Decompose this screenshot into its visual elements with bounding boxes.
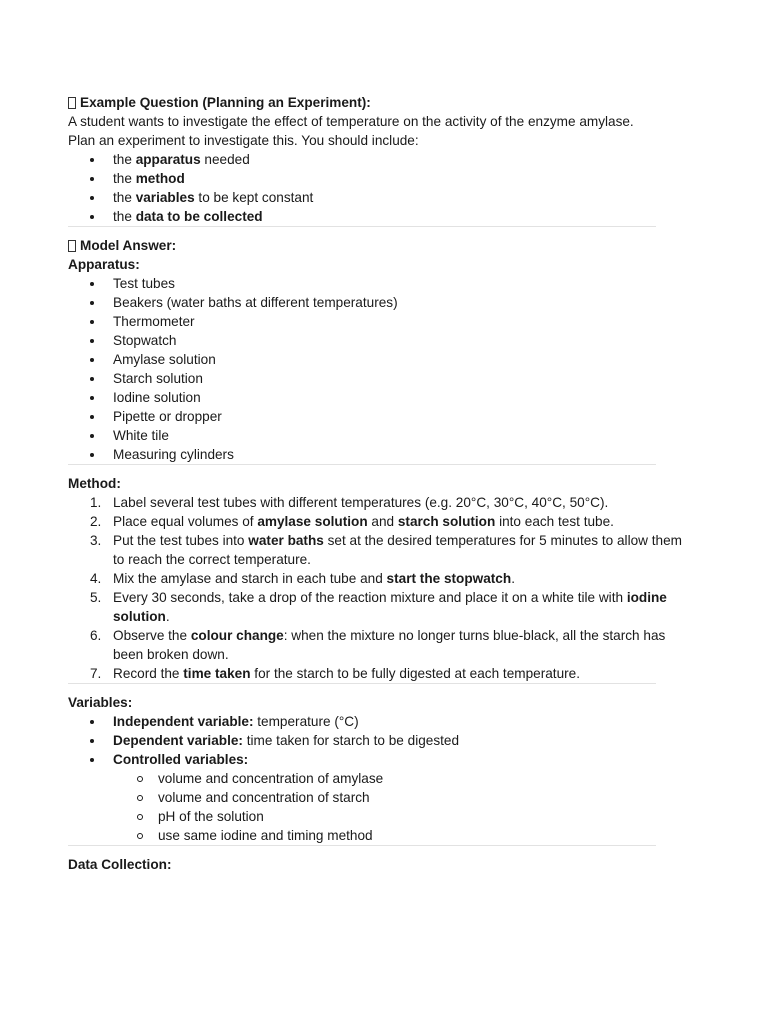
question-intro-line-2: Plan an experiment to investigate this. You should include: — [68, 133, 419, 148]
list-item: Independent variable: temperature (°C) — [68, 712, 708, 731]
variables-heading: Variables: — [68, 695, 133, 710]
list-item: Iodine solution — [68, 388, 708, 407]
list-item: White tile — [68, 426, 708, 445]
list-item: Pipette or dropper — [68, 407, 708, 426]
controlled-variables-list — [68, 769, 708, 845]
list-item: the method — [68, 169, 708, 188]
list-item: 6. Observe the colour change: when the mixture no longer turns blue-black, all the starch has been broken down. — [90, 628, 666, 662]
apparatus-heading: Apparatus: — [68, 257, 140, 272]
question-intro-line-1: A student wants to investigate the effect of temperature on the activity of the enzyme amylase. — [68, 114, 634, 129]
missing-glyph-icon — [68, 240, 76, 252]
variables-list — [68, 712, 708, 769]
list-item: the data to be collected — [68, 207, 708, 226]
list-item: the variables to be kept constant — [68, 188, 708, 207]
list-item: Controlled variables: — [68, 750, 708, 769]
list-item: Thermometer — [68, 312, 708, 331]
list-item: 5. Every 30 seconds, take a drop of the reaction mixture and place it on a white tile with iodine solution. — [90, 590, 667, 624]
method-heading: Method: — [68, 476, 121, 491]
list-item: the apparatus needed — [68, 150, 708, 169]
question-heading — [68, 93, 708, 112]
model-answer-heading-text: Model Answer: — [80, 238, 177, 253]
question-heading-text: Example Question (Planning an Experiment): — [80, 95, 371, 110]
list-item: 3. Put the test tubes into water baths set at the desired temperatures for 5 minutes to allow them to reach the correct temperature. — [90, 533, 682, 567]
list-item: 1. Label several test tubes with different temperatures (e.g. 20°C, 30°C, 40°C, 50°C). — [90, 495, 609, 510]
apparatus-list — [68, 274, 708, 464]
model-answer-heading — [68, 236, 708, 255]
list-item: Dependent variable: time taken for starch to be digested — [68, 731, 708, 750]
list-item: Amylase solution — [68, 350, 708, 369]
list-item: pH of the solution — [68, 807, 708, 826]
data-collection-heading: Data Collection: — [68, 857, 172, 872]
method-steps-list — [68, 493, 708, 683]
list-item: volume and concentration of amylase — [68, 769, 708, 788]
document-content — [68, 93, 708, 874]
list-item: Beakers (water baths at different temperatures) — [68, 293, 708, 312]
list-item: volume and concentration of starch — [68, 788, 708, 807]
list-item: use same iodine and timing method — [68, 826, 708, 845]
question-bullet-list — [68, 150, 708, 226]
list-item: Test tubes — [68, 274, 708, 293]
list-item: 4. Mix the amylase and starch in each tube and start the stopwatch. — [90, 571, 515, 586]
list-item: Measuring cylinders — [68, 445, 708, 464]
list-item: Stopwatch — [68, 331, 708, 350]
list-item: 7. Record the time taken for the starch to be fully digested at each temperature. — [90, 666, 580, 681]
missing-glyph-icon — [68, 97, 76, 109]
list-item: Starch solution — [68, 369, 708, 388]
list-item: 2. Place equal volumes of amylase solution and starch solution into each test tube. — [90, 514, 614, 529]
